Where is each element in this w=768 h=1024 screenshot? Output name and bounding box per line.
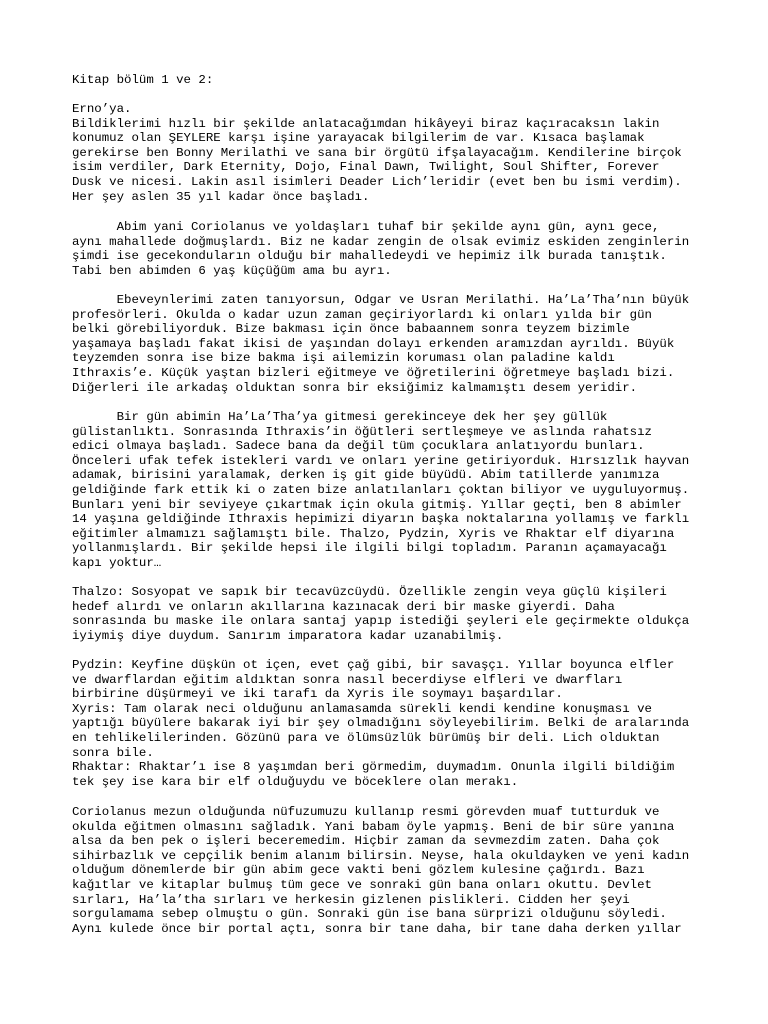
text-line: Ebeveynlerimi zaten tanıyorsun, Odgar ve Usran Merilathi. Ha’La’Tha’nın büyük [72, 293, 690, 307]
text-line: eğitimler almamızı sağlamıştı bile. Thalzo, Pydzin, Xyris ve Rhaktar elf diyarına [72, 526, 675, 541]
text-line: gerekirse ben Bonny Merilathi ve sana bir örgütü ifşalayacağım. Kendilerine birçok [72, 145, 682, 160]
text-line: sihirbazlık ve cepçilik benim alanım bilirsin. Neyse, hala okuldayken ve yeni kadın [72, 848, 690, 863]
text-line: Her şey aslen 35 yıl kadar önce başladı. [72, 189, 370, 204]
text-line: yollanmışlardı. Bir şekilde hepsi ile ilgili bilgi topladım. Paranın açamayacağı [72, 541, 667, 556]
text-line: profesörleri. Okulda o kadar uzun zaman geçiriyorlardı ki onları yılda bir gün [72, 307, 652, 322]
text-line: iyiymiş diye duydum. Sanırım imparatora kadar uzanabilmiş. [72, 628, 504, 643]
text-line: Erno’ya. [72, 102, 132, 116]
text-line: Bildiklerimi hızlı bir şekilde anlatacağımdan hikâyeyi biraz kaçıracaksın lakin [72, 116, 660, 131]
text-line: alsa da ben pek o işleri beceremedim. Hiçbir zaman da sevmezdim zaten. Daha çok [72, 834, 660, 849]
paragraph-7 [72, 805, 689, 936]
text-line: geldiğinde fark ettik ki o zaten bize anlatılanları çoktan biliyor ve uyguluyormuş. [72, 482, 690, 497]
text-line: Bir gün abimin Ha’La’Tha’ya gitmesi gerekinceye dek her şey güllük [72, 410, 608, 424]
text-line: Xyris: Tam olarak neci olduğunu anlamasamda sürekli kendi kendine konuşması ve [72, 701, 652, 716]
text-line: edici olmaya başladı. Sadece bana da değil tüm çocuklara anlatıyordu bunları. [72, 439, 645, 454]
text-line: okulda eğitmen olmasını sağladık. Yani babam öyle yapmış. Beni de bir süre yanına [72, 819, 675, 834]
text-line: sırları, Ha’la’tha sırları ve herkesin gizlenen pislikleri. Cidden her şeyi [72, 892, 630, 907]
document-heading: Kitap bölüm 1 ve 2: [72, 73, 214, 87]
text-line: belki görebiliyorduk. Bize bakması için önce babaannem sonra teyzem bizimle [72, 322, 630, 337]
text-line: yaptığı büyülere bakarak iyi bir şey olmadığını söyleyebilirim. Belki de aralarında [72, 716, 690, 731]
text-line: kapı yoktur… [72, 555, 162, 570]
text-line: isim verdiler, Dark Eternity, Dojo, Final Dawn, Twilight, Soul Shifter, Forever [72, 160, 660, 175]
text-line: Önceleri ufak tefek istekleri vardı ve onları yerine getiriyorduk. Hırsızlık hayvan [72, 453, 690, 468]
text-line: Abim yani Coriolanus ve yoldaşları tuhaf bir şekilde aynı gün, aynı gece, [72, 220, 660, 234]
text-line: adamak, birisini yaralamak, derken iş git gide büyüdü. Abim tatillerde yanımıza [72, 468, 660, 483]
paragraph-4 [72, 410, 689, 571]
text-line: Rhaktar: Rhaktar’ı ise 8 yaşımdan beri görmedim, duymadım. Onunla ilgili bildiğim [72, 760, 675, 775]
text-line: teyzemden sonra ise bize bakma işi ailemizin koruması olan paladine kaldı [72, 351, 615, 366]
text-line: Ithraxis’e. Küçük yaştan bizleri eğitmeye ve öğretilerini öğretmeye başladı bizi. [72, 365, 675, 380]
text-line: ve dwarflardan eğitim aldıktan sonra nasıl becerdiyse elfleri ve dwarfları [72, 672, 623, 687]
text-line: gülistanlıktı. Sonrasında Ithraxis’in öğütleri sertleşmeye ve aslında rahatsız [72, 424, 652, 439]
text-line: birbirine düşürmeyi ve iki tarafı da Xyris ile soymayı başardılar. [72, 687, 563, 702]
text-line: Coriolanus mezun olduğunda nüfuzumuzu kullanıp resmi görevden muaf tutturduk ve [72, 805, 660, 819]
text-line: sorgulamama sebep olmuştu o gün. Sonraki gün ise bana sürprizi olduğunu söyledi. [72, 907, 667, 922]
paragraph-3 [72, 293, 689, 395]
text-line: Aynı kulede önce bir portal açtı, sonra bir tane daha, bir tane daha derken yıllar [72, 921, 682, 936]
text-line: Thalzo: Sosyopat ve sapık bir tecavüzcüydü. Özellikle zengin veya güçlü kişileri [72, 585, 667, 599]
paragraph-1 [72, 102, 682, 204]
text-line: 14 yaşına geldiğinde Ithraxis hepimizi diyarın başka noktalarına yollamış ve farklı [72, 512, 690, 527]
text-line: kağıtlar ve kitaplar bulmuş tüm gece ve sonraki gün bana onları okuttu. Devlet [72, 877, 652, 892]
text-line: hedef alırdı ve onların akıllarına kazınacak deri bir maske giyerdi. Daha [72, 599, 615, 614]
text-line: en tehlikelilerinden. Gözünü para ve ölümsüzlük bürümüş bir deli. Lich olduktan [72, 730, 660, 745]
paragraph-2 [72, 220, 689, 278]
paragraph-5 [72, 585, 689, 643]
text-line: sonrasında bu maske ile onlara santaj yapıp istediği şeyleri ele geçirmekte oldukça [72, 614, 690, 629]
text-line: olduğum dönemlerde bir gün abim gece vakti beni gözlem kulesine çağırdı. Bazı [72, 863, 645, 878]
text-line: Dusk ve nicesi. Lakin asıl isimleri Deader Lich’leridir (evet ben bu ismi verdim). [72, 174, 682, 189]
text-line: aynı mahallede doğmuşlardı. Biz ne kadar zengin de olsak evimiz eskiden zenginlerin [72, 234, 690, 249]
paragraph-6 [72, 658, 689, 789]
text-line: Bunları yeni bir seviyeye çıkartmak için okula gitmiş. Yıllar geçti, ben 8 abimler [72, 497, 682, 512]
text-line: tek şey ise kara bir elf olduğuydu ve böceklere olan merakı. [72, 774, 519, 789]
text-line: sonra bile. [72, 745, 154, 760]
text-line: şimdi ise gecekonduların olduğu bir mahalledeydi ve hepimiz ilk burada tanıştık. [72, 249, 667, 264]
text-line: Diğerleri ile arkadaş olduktan sonra bir eksiğimiz kalmamıştı desem yeridir. [72, 380, 638, 395]
text-line: Pydzin: Keyfine düşkün ot içen, evet çağ gibi, bir savaşçı. Yıllar boyunca elfler [72, 658, 675, 672]
text-line: konumuz olan ŞEYLERE karşı işine yarayacak bilgilerim de var. Kısaca başlamak [72, 131, 645, 146]
text-line: yaşamaya başladı fakat ikisi de yaşından dolayı erkenden aramızdan ayrıldı. Büyük [72, 336, 675, 351]
text-line: Tabi ben abimden 6 yaş küçüğüm ama bu ayrı. [72, 263, 392, 278]
